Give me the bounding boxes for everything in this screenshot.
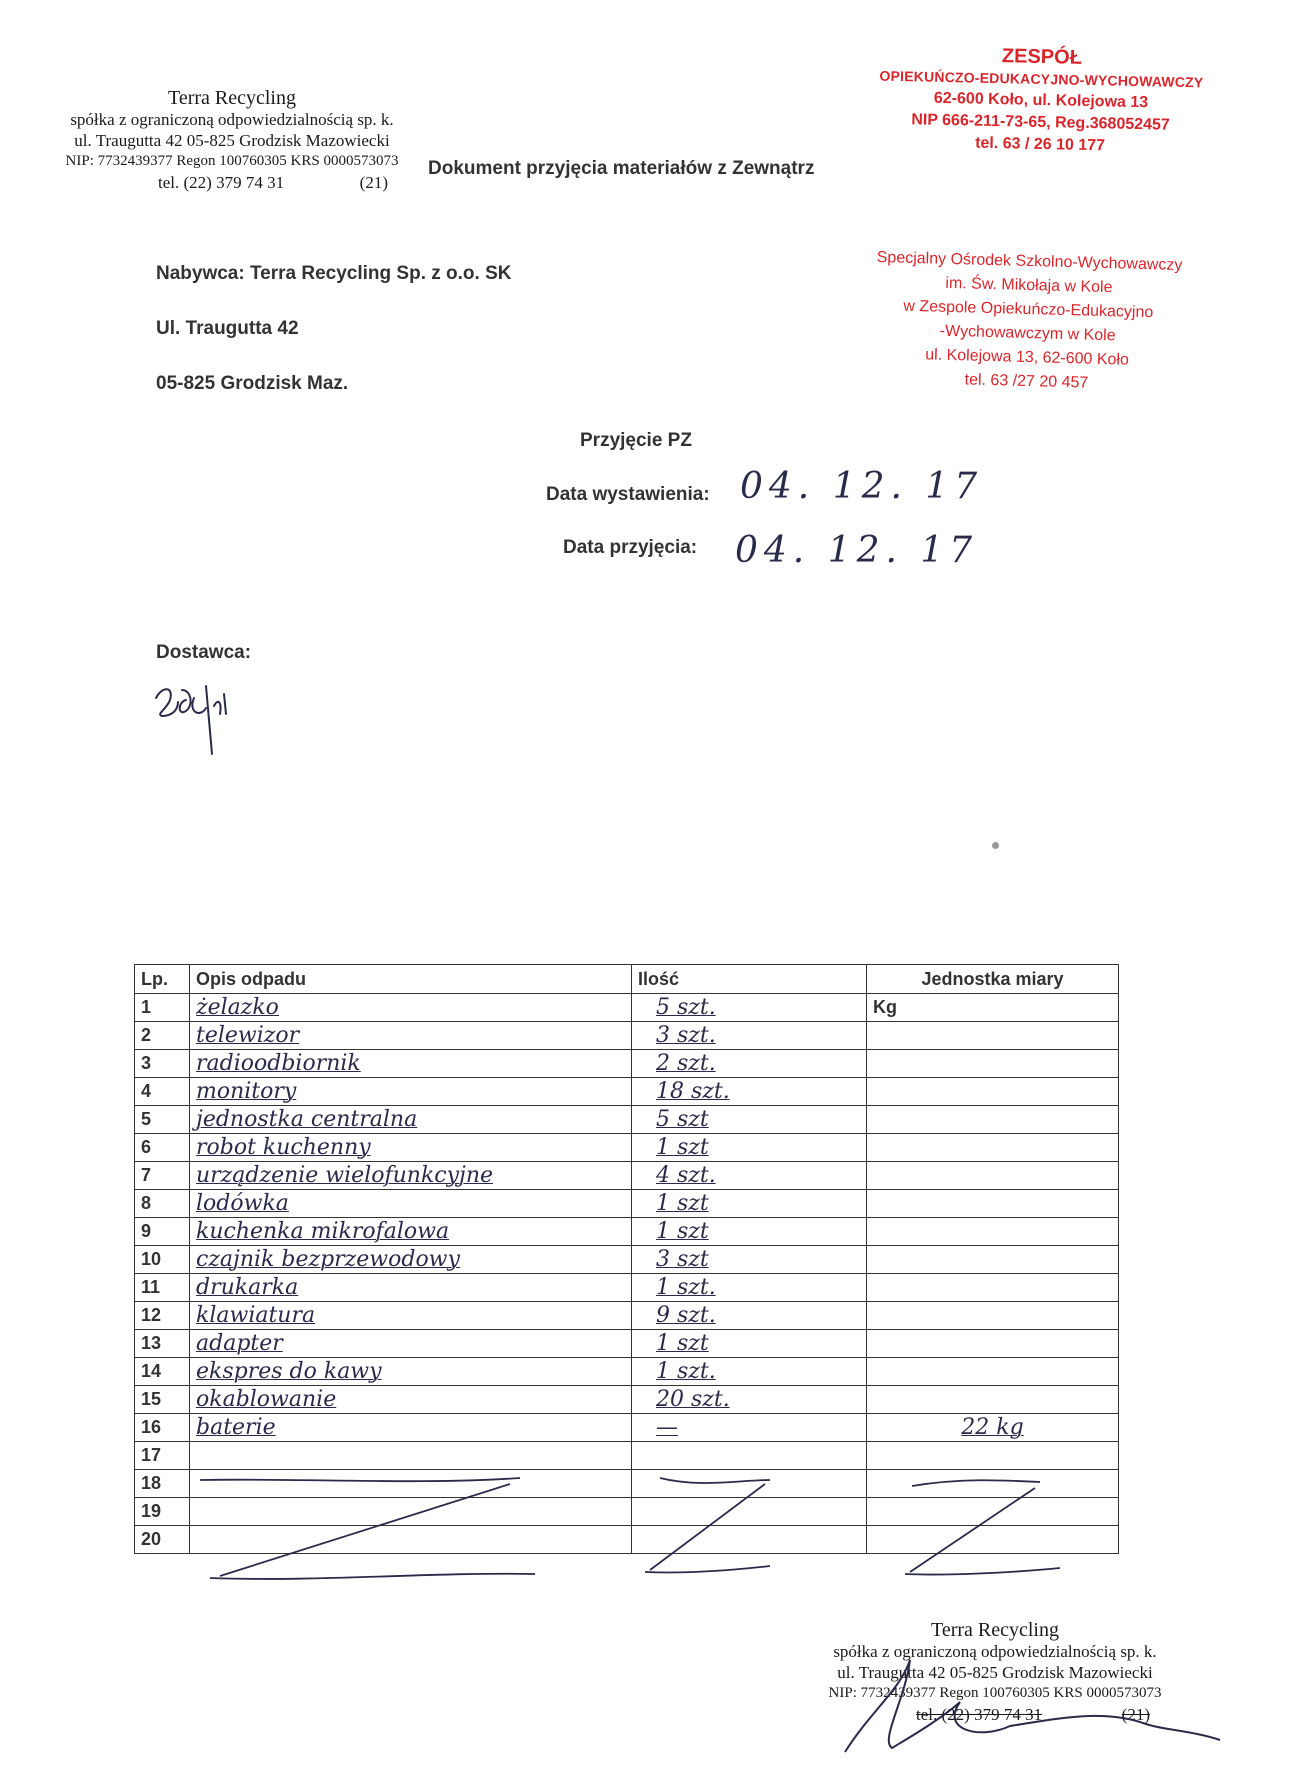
row-description: adapter bbox=[190, 1330, 632, 1358]
receiver-stamp bbox=[845, 42, 1237, 160]
row-unit bbox=[867, 1386, 1119, 1414]
table-row bbox=[135, 994, 1119, 1022]
table-row bbox=[135, 1526, 1119, 1554]
row-quantity bbox=[632, 1526, 867, 1554]
document-type: Przyjęcie PZ bbox=[580, 430, 692, 451]
table-row bbox=[135, 1218, 1119, 1246]
school-stamp-line6: tel. 63 /27 20 457 bbox=[964, 371, 1089, 392]
row-unit bbox=[867, 1134, 1119, 1162]
issuer-stamp-bottom-company-type: spółka z ograniczoną odpowiedzialnością sp. k. bbox=[833, 1642, 1157, 1661]
row-unit bbox=[867, 1218, 1119, 1246]
row-unit bbox=[867, 1190, 1119, 1218]
table-row bbox=[135, 1106, 1119, 1134]
row-number: 10 bbox=[135, 1246, 190, 1274]
issuer-stamp bbox=[62, 88, 402, 193]
row-quantity: 2 szt. bbox=[632, 1050, 867, 1078]
row-unit bbox=[867, 1078, 1119, 1106]
row-description bbox=[190, 1442, 632, 1470]
row-unit bbox=[867, 1162, 1119, 1190]
row-unit bbox=[867, 1274, 1119, 1302]
row-quantity bbox=[632, 1470, 867, 1498]
row-description: robot kuchenny bbox=[190, 1134, 632, 1162]
row-unit bbox=[867, 1022, 1119, 1050]
row-number: 16 bbox=[135, 1414, 190, 1442]
receipt-date: 04. 12. 17 bbox=[735, 530, 979, 571]
table-row bbox=[135, 1022, 1119, 1050]
row-description: klawiatura bbox=[190, 1302, 632, 1330]
receiver-stamp-line1: ZESPÓŁ bbox=[1001, 45, 1083, 69]
row-unit bbox=[867, 1526, 1119, 1554]
row-description: drukarka bbox=[190, 1274, 632, 1302]
waste-table bbox=[134, 964, 1119, 1554]
row-quantity: 3 szt. bbox=[632, 1022, 867, 1050]
row-description: lodówka bbox=[190, 1190, 632, 1218]
issuer-stamp-bottom-phone-row bbox=[820, 1704, 1170, 1725]
issuer-stamp-bottom-address: ul. Traugutta 42 05-825 Grodzisk Mazowiecki bbox=[837, 1663, 1153, 1682]
row-number: 8 bbox=[135, 1190, 190, 1218]
row-number: 3 bbox=[135, 1050, 190, 1078]
row-quantity: 9 szt. bbox=[632, 1302, 867, 1330]
receiver-stamp-line5: tel. 63 / 26 10 177 bbox=[974, 134, 1106, 155]
scan-dot bbox=[992, 842, 999, 849]
row-quantity: 4 szt. bbox=[632, 1162, 867, 1190]
school-stamp-line5: ul. Kolejowa 13, 62-600 Koło bbox=[925, 346, 1130, 369]
row-quantity: — bbox=[632, 1414, 867, 1442]
header-description: Opis odpadu bbox=[190, 965, 632, 994]
table-row bbox=[135, 1470, 1119, 1498]
table-row bbox=[135, 1246, 1119, 1274]
row-quantity: 1 szt bbox=[632, 1190, 867, 1218]
row-description: czajnik bezprzewodowy bbox=[190, 1246, 632, 1274]
row-number: 5 bbox=[135, 1106, 190, 1134]
row-number: 20 bbox=[135, 1526, 190, 1554]
issuer-stamp-bottom-registry: NIP: 7732439377 Regon 100760305 KRS 0000573073 bbox=[828, 1685, 1162, 1701]
row-number: 1 bbox=[135, 994, 190, 1022]
table-row bbox=[135, 1442, 1119, 1470]
row-number: 2 bbox=[135, 1022, 190, 1050]
header-lp: Lp. bbox=[135, 965, 190, 994]
row-unit bbox=[867, 1106, 1119, 1134]
row-number: 18 bbox=[135, 1470, 190, 1498]
row-quantity bbox=[632, 1498, 867, 1526]
row-description: baterie bbox=[190, 1414, 632, 1442]
table-row bbox=[135, 1274, 1119, 1302]
waste-table-body bbox=[135, 994, 1119, 1554]
row-unit bbox=[867, 1470, 1119, 1498]
issuer-registry: NIP: 7732439377 Regon 100760305 KRS 0000573073 bbox=[65, 153, 399, 169]
row-description: radioodbiornik bbox=[190, 1050, 632, 1078]
row-quantity: 5 szt. bbox=[632, 994, 867, 1022]
row-description: kuchenka mikrofalowa bbox=[190, 1218, 632, 1246]
issuer-name: Terra Recycling bbox=[168, 87, 296, 109]
table-row bbox=[135, 1302, 1119, 1330]
issuer-phone: tel. (22) 379 74 31 bbox=[158, 173, 285, 192]
table-row bbox=[135, 1414, 1119, 1442]
receiver-stamp-line3: 62-600 Koło, ul. Kolejowa 13 bbox=[933, 89, 1149, 112]
row-number: 13 bbox=[135, 1330, 190, 1358]
row-number: 17 bbox=[135, 1442, 190, 1470]
issuer-address: ul. Traugutta 42 05-825 Grodzisk Mazowiecki bbox=[74, 131, 390, 150]
table-header-row bbox=[135, 965, 1119, 994]
table-row bbox=[135, 1330, 1119, 1358]
row-description: monitory bbox=[190, 1078, 632, 1106]
table-row bbox=[135, 1358, 1119, 1386]
table-row bbox=[135, 1162, 1119, 1190]
row-quantity: 1 szt. bbox=[632, 1358, 867, 1386]
row-unit bbox=[867, 1050, 1119, 1078]
issuer-company-type: spółka z ograniczoną odpowiedzialnością sp. k. bbox=[70, 110, 394, 129]
document-title: Dokument przyjęcia materiałów z Zewnątrz bbox=[428, 158, 815, 179]
row-description: telewizor bbox=[190, 1022, 632, 1050]
table-row bbox=[135, 1498, 1119, 1526]
row-unit bbox=[867, 1330, 1119, 1358]
row-quantity: 3 szt bbox=[632, 1246, 867, 1274]
row-quantity: 1 szt bbox=[632, 1330, 867, 1358]
row-description: ekspres do kawy bbox=[190, 1358, 632, 1386]
row-quantity: 1 szt bbox=[632, 1134, 867, 1162]
header-unit: Jednostka miary bbox=[867, 965, 1119, 994]
issuer-phone-ext: (21) bbox=[359, 173, 388, 192]
row-number: 9 bbox=[135, 1218, 190, 1246]
row-unit bbox=[867, 1358, 1119, 1386]
issue-date-label: Data wystawienia: bbox=[546, 484, 710, 505]
row-number: 6 bbox=[135, 1134, 190, 1162]
row-description bbox=[190, 1498, 632, 1526]
supplier-signature-icon bbox=[148, 672, 258, 758]
school-stamp-line3: w Zespole Opiekuńczo-Edukacyjno bbox=[903, 297, 1154, 322]
issuer-phone-row bbox=[62, 172, 402, 193]
row-quantity: 20 szt. bbox=[632, 1386, 867, 1414]
school-stamp bbox=[846, 245, 1210, 398]
school-stamp-line1: Specjalny Ośrodek Szkolno-Wychowawczy bbox=[876, 249, 1183, 275]
row-quantity: 1 szt bbox=[632, 1218, 867, 1246]
issuer-stamp-bottom bbox=[820, 1620, 1170, 1725]
row-number: 11 bbox=[135, 1274, 190, 1302]
row-unit bbox=[867, 1442, 1119, 1470]
row-quantity bbox=[632, 1442, 867, 1470]
table-row bbox=[135, 1134, 1119, 1162]
table-row bbox=[135, 1386, 1119, 1414]
row-quantity: 1 szt. bbox=[632, 1274, 867, 1302]
table-row bbox=[135, 1050, 1119, 1078]
row-description: urządzenie wielofunkcyjne bbox=[190, 1162, 632, 1190]
row-unit: 22 kg bbox=[867, 1414, 1119, 1442]
issuer-stamp-bottom-name: Terra Recycling bbox=[931, 1619, 1059, 1641]
row-unit bbox=[867, 1246, 1119, 1274]
receipt-date-label: Data przyjęcia: bbox=[563, 537, 698, 558]
supplier-label: Dostawca: bbox=[156, 642, 252, 663]
table-row bbox=[135, 1078, 1119, 1106]
row-unit bbox=[867, 1498, 1119, 1526]
row-description bbox=[190, 1470, 632, 1498]
row-quantity: 18 szt. bbox=[632, 1078, 867, 1106]
row-number: 4 bbox=[135, 1078, 190, 1106]
row-description bbox=[190, 1526, 632, 1554]
row-number: 7 bbox=[135, 1162, 190, 1190]
row-description: jednostka centralna bbox=[190, 1106, 632, 1134]
school-stamp-line2: im. Św. Mikołaja w Kole bbox=[945, 274, 1113, 297]
issuer-stamp-bottom-phone: tel. (22) 379 74 31 bbox=[916, 1705, 1043, 1724]
table-row bbox=[135, 1190, 1119, 1218]
row-description: okablowanie bbox=[190, 1386, 632, 1414]
row-quantity: 5 szt bbox=[632, 1106, 867, 1134]
issuer-stamp-bottom-ext: (21) bbox=[1121, 1705, 1150, 1724]
row-description: żelazko bbox=[190, 994, 632, 1022]
receiver-stamp-line4: NIP 666-211-73-65, Reg.368052457 bbox=[911, 111, 1170, 134]
row-unit bbox=[867, 1302, 1119, 1330]
issue-date: 04. 12. 17 bbox=[740, 466, 984, 507]
row-number: 19 bbox=[135, 1498, 190, 1526]
buyer-street: Ul. Traugutta 42 bbox=[156, 318, 299, 339]
receiver-stamp-line2: OPIEKUŃCZO-EDUKACYJNO-WYCHOWAWCZY bbox=[879, 67, 1204, 91]
buyer-name: Nabywca: Terra Recycling Sp. z o.o. SK bbox=[156, 263, 512, 284]
row-number: 15 bbox=[135, 1386, 190, 1414]
header-quantity: Ilość bbox=[632, 965, 867, 994]
row-number: 14 bbox=[135, 1358, 190, 1386]
row-unit: Kg bbox=[867, 994, 1119, 1022]
row-number: 12 bbox=[135, 1302, 190, 1330]
school-stamp-line4: -Wychowawczym w Kole bbox=[939, 322, 1116, 345]
buyer-city: 05-825 Grodzisk Maz. bbox=[156, 373, 349, 394]
